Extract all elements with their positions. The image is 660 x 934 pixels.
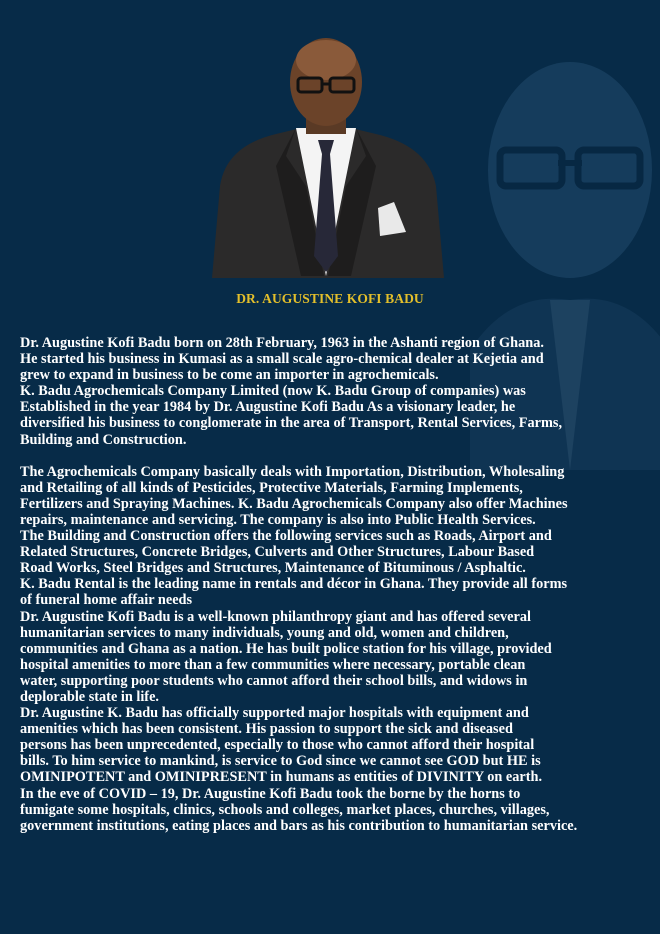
bio-line: and Retailing of all kinds of Pesticides, Protective Materials, Farming Implements, (20, 479, 523, 496)
bio-line: The Agrochemicals Company basically deals with Importation, Distribution, Wholesaling (20, 463, 565, 480)
bio-line: diversified his business to conglomerate in the area of Transport, Rental Services, Farms, (20, 415, 563, 432)
bio-line: government institutions, eating places and bars as his contribution to humanitarian service. (20, 817, 578, 834)
bio-line: K. Badu Agrochemicals Company Limited (now K. Badu Group of companies) was (20, 383, 526, 400)
bio-line: Fertilizers and Spraying Machines. K. Badu Agrochemicals Company also offer Machines (20, 495, 568, 512)
bio-line: hospital amenities to more than a few communities where necessary, portable clean (20, 656, 526, 673)
paragraph-gap (20, 448, 660, 464)
bio-line: Dr. Augustine Kofi Badu is a well-known philanthropy giant and has offered several (20, 608, 531, 625)
bio-line: communities and Ghana as a nation. He has built police station for his village, provided (20, 640, 552, 657)
bio-line: Building and Construction. (20, 431, 187, 448)
bio-line: amenities which has been consistent. His passion to support the sick and diseased (20, 721, 513, 738)
biography-text (20, 335, 660, 834)
bio-line: In the eve of COVID – 19, Dr. Augustine Kofi Badu took the borne by the horns to (20, 785, 521, 802)
bio-line: OMINIPOTENT and OMINIPRESENT in humans as entities of DIVINITY on earth. (20, 769, 543, 786)
bio-line: Related Structures, Concrete Bridges, Culverts and Other Structures, Labour Based (20, 544, 535, 561)
bio-line: Dr. Augustine K. Badu has officially supported major hospitals with equipment and (20, 705, 529, 722)
bio-line: Dr. Augustine Kofi Badu born on 28th February, 1963 in the Ashanti region of Ghana. (20, 335, 544, 351)
bio-line: of funeral home affair needs (20, 592, 193, 609)
bio-line: fumigate some hospitals, clinics, schools and colleges, market places, churches, villages, (20, 801, 550, 818)
bio-line: repairs, maintenance and servicing. The company is also into Public Health Services. (20, 511, 536, 528)
bio-line: bills. To him service to mankind, is service to God since we cannot see GOD but HE is (20, 753, 541, 770)
person-name-heading: DR. AUGUSTINE KOFI BADU (236, 291, 424, 306)
bio-line: Established in the year 1984 by Dr. Augustine Kofi Badu As a visionary leader, he (20, 399, 516, 416)
bio-line: humanitarian services to many individuals, young and old, women and children, (20, 624, 509, 641)
bio-line: water, supporting poor students who cannot afford their school bills, and widows in (20, 672, 528, 689)
bio-line: persons has been unprecedented, especially to those who cannot afford their hospital (20, 737, 535, 754)
bio-line: He started his business in Kumasi as a small scale agro-chemical dealer at Kejetia and (20, 351, 544, 368)
bio-line: deplorable state in life. (20, 688, 159, 705)
portrait-image (206, 36, 446, 278)
bio-line: The Building and Construction offers the following services such as Roads, Airport and (20, 528, 552, 545)
bio-line: grew to expand in business to be come an importer in agrochemicals. (20, 367, 439, 384)
bio-line: K. Badu Rental is the leading name in rentals and décor in Ghana. They provide all forms (20, 576, 568, 593)
bio-line: Road Works, Steel Bridges and Structures, Maintenance of Bituminous / Asphaltic. (20, 560, 526, 577)
